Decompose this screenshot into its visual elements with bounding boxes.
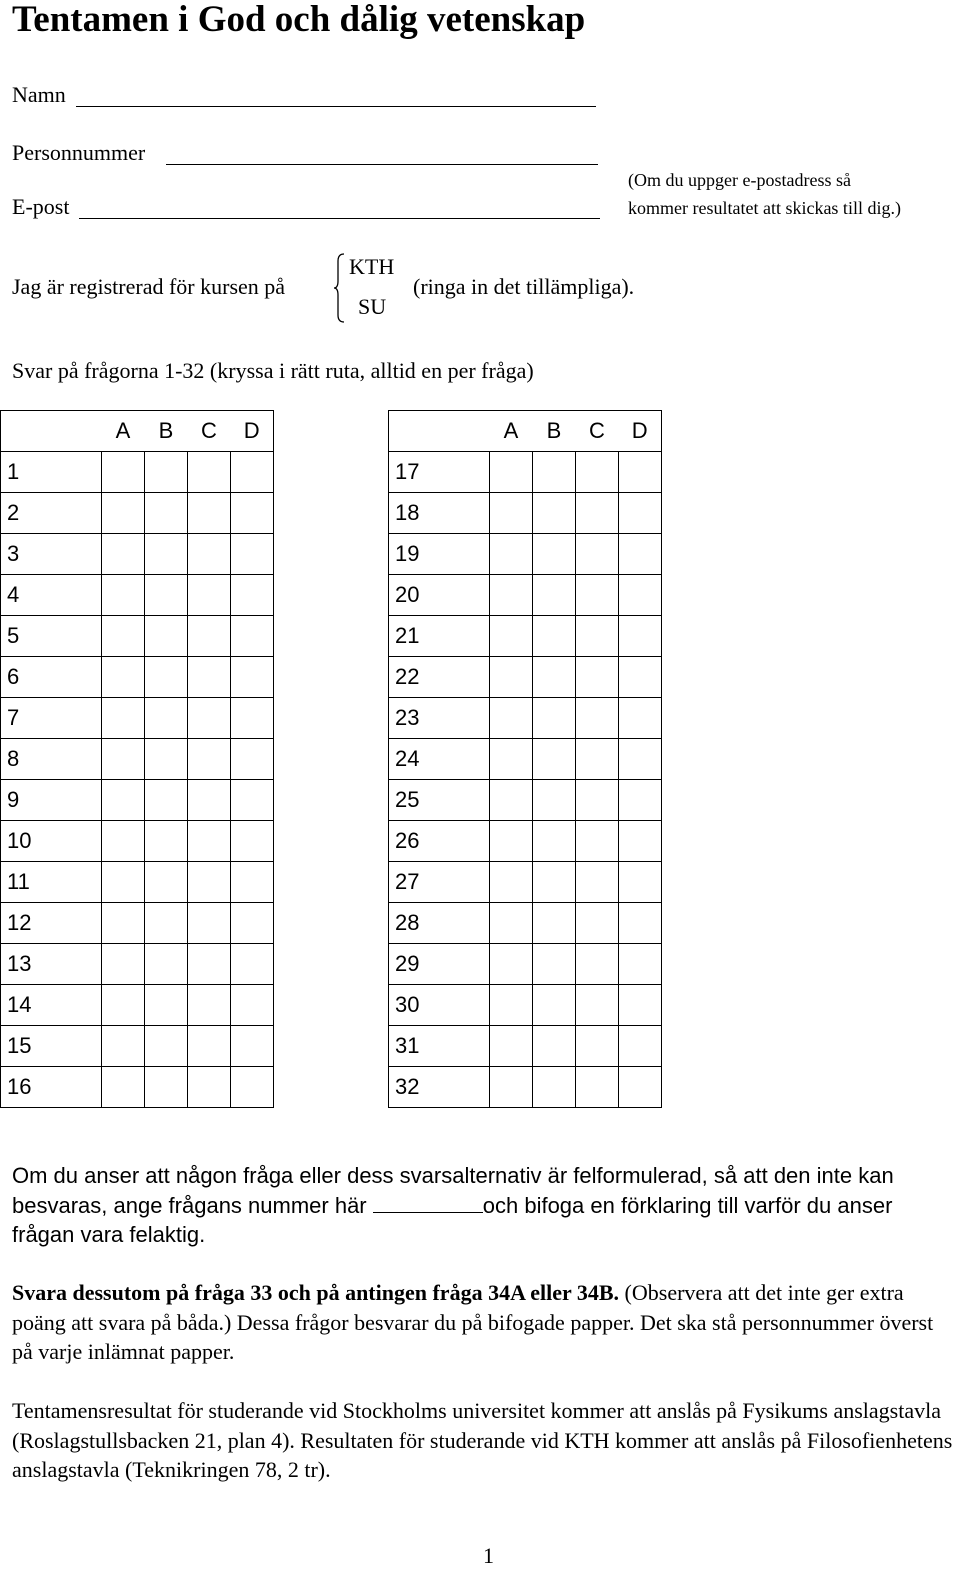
question-row [1,862,274,903]
question-number: 6 [1,657,102,698]
question-row [1,780,274,821]
answer-checkbox-d[interactable] [619,698,662,739]
answer-checkbox-b[interactable] [145,657,188,698]
answer-checkbox-b[interactable] [533,985,576,1026]
question-row [1,616,274,657]
answer-checkbox-a[interactable] [102,452,145,493]
question-row [389,985,662,1026]
question-number: 27 [389,862,490,903]
answer-checkbox-c[interactable] [188,780,231,821]
answer-checkbox-c[interactable] [188,452,231,493]
answer-checkbox-c[interactable] [188,657,231,698]
question-row [1,534,274,575]
answer-checkbox-d[interactable] [619,534,662,575]
answer-checkbox-d[interactable] [619,821,662,862]
answer-checkbox-d[interactable] [231,985,274,1026]
answer-checkbox-c[interactable] [576,616,619,657]
answer-checkbox-c[interactable] [188,616,231,657]
answer-checkbox-a[interactable] [102,944,145,985]
answer-checkbox-a[interactable] [102,862,145,903]
answer-checkbox-c[interactable] [576,493,619,534]
answer-checkbox-d[interactable] [619,944,662,985]
name-field[interactable] [76,106,596,107]
registration-option-su[interactable]: SU [358,294,387,319]
answer-checkbox-a[interactable] [102,657,145,698]
question-row [1,575,274,616]
answer-checkbox-d[interactable] [231,1067,274,1108]
answer-checkbox-a[interactable] [102,821,145,862]
question-row [389,616,662,657]
question-row [1,1026,274,1067]
question-number: 11 [1,862,102,903]
answer-checkbox-b[interactable] [145,821,188,862]
answer-checkbox-a[interactable] [490,452,533,493]
question-row [1,657,274,698]
extra-questions-paragraph [12,1278,957,1367]
question-number: 22 [389,657,490,698]
answer-checkbox-a[interactable] [490,739,533,780]
answer-checkbox-b[interactable] [145,1067,188,1108]
answer-checkbox-c[interactable] [188,1067,231,1108]
question-row [389,657,662,698]
answer-grid-right [388,410,662,1108]
answer-checkbox-d[interactable] [619,493,662,534]
answer-checkbox-b[interactable] [533,1026,576,1067]
answer-checkbox-b[interactable] [533,739,576,780]
grid-header-corner [389,411,490,452]
answer-checkbox-d[interactable] [231,1026,274,1067]
answer-checkbox-d[interactable] [231,698,274,739]
answer-checkbox-c[interactable] [188,944,231,985]
answer-checkbox-d[interactable] [231,821,274,862]
answer-checkbox-d[interactable] [619,575,662,616]
answer-checkbox-d[interactable] [231,739,274,780]
name-label: Namn [12,82,66,107]
question-row [389,739,662,780]
answer-checkbox-c[interactable] [188,534,231,575]
question-number: 20 [389,575,490,616]
page-title: Tentamen i God och dålig vetenskap [12,0,586,40]
answer-checkbox-a[interactable] [102,903,145,944]
answer-grid-left [0,410,274,1108]
answer-checkbox-a[interactable] [490,575,533,616]
answer-checkbox-c[interactable] [576,1026,619,1067]
answer-checkbox-b[interactable] [145,985,188,1026]
answer-checkbox-b[interactable] [533,657,576,698]
question-number: 2 [1,493,102,534]
answer-checkbox-a[interactable] [490,985,533,1026]
answer-checkbox-b[interactable] [533,698,576,739]
answer-checkbox-a[interactable] [490,903,533,944]
answer-checkbox-d[interactable] [619,616,662,657]
answer-checkbox-b[interactable] [145,862,188,903]
question-row [1,493,274,534]
answer-checkbox-b[interactable] [145,1026,188,1067]
question-row [389,575,662,616]
faulty-question-text-after: och bifoga en förklaring till varför du anser frågan vara felaktig. [12,1192,893,1247]
question-number: 1 [1,452,102,493]
answer-checkbox-d[interactable] [619,657,662,698]
question-number: 16 [1,1067,102,1108]
question-number: 14 [1,985,102,1026]
column-header-d: D [231,411,274,452]
answer-checkbox-b[interactable] [533,616,576,657]
answer-checkbox-c[interactable] [188,698,231,739]
page-number: 1 [483,1543,494,1568]
answer-checkbox-a[interactable] [490,1067,533,1108]
column-header-c: C [576,411,619,452]
registration-note: (ringa in det tillämpliga). [413,274,635,299]
question-row [389,821,662,862]
answer-checkbox-a[interactable] [102,1026,145,1067]
answer-checkbox-a[interactable] [102,1067,145,1108]
question-row [389,944,662,985]
answer-checkbox-b[interactable] [533,903,576,944]
question-row [389,862,662,903]
answer-checkbox-b[interactable] [533,1067,576,1108]
answer-checkbox-c[interactable] [188,903,231,944]
answer-checkbox-d[interactable] [231,657,274,698]
column-header-a: A [102,411,145,452]
answer-checkbox-c[interactable] [576,657,619,698]
grid-header-corner [1,411,102,452]
question-number: 29 [389,944,490,985]
answer-checkbox-d[interactable] [619,903,662,944]
answer-checkbox-b[interactable] [145,903,188,944]
question-number: 28 [389,903,490,944]
answer-checkbox-b[interactable] [145,575,188,616]
answer-checkbox-d[interactable] [231,862,274,903]
answer-checkbox-d[interactable] [231,575,274,616]
answer-checkbox-a[interactable] [102,575,145,616]
grid-header-row [1,411,274,452]
answer-checkbox-c[interactable] [576,944,619,985]
question-number: 32 [389,1067,490,1108]
answer-checkbox-a[interactable] [102,985,145,1026]
answer-checkbox-d[interactable] [231,534,274,575]
answer-checkbox-c[interactable] [576,575,619,616]
answer-checkbox-b[interactable] [145,780,188,821]
question-row [389,780,662,821]
column-header-b: B [533,411,576,452]
answer-checkbox-b[interactable] [145,616,188,657]
answer-checkbox-c[interactable] [188,1026,231,1067]
question-row [1,944,274,985]
question-row [1,452,274,493]
answer-checkbox-d[interactable] [231,780,274,821]
question-row [1,739,274,780]
answer-checkbox-a[interactable] [102,616,145,657]
question-number: 8 [1,739,102,780]
answer-checkbox-c[interactable] [576,780,619,821]
question-number: 5 [1,616,102,657]
question-number: 31 [389,1026,490,1067]
question-row [389,493,662,534]
answer-checkbox-c[interactable] [188,862,231,903]
answer-checkbox-d[interactable] [619,1026,662,1067]
answer-checkbox-a[interactable] [490,698,533,739]
answer-checkbox-d[interactable] [231,944,274,985]
question-number: 12 [1,903,102,944]
answer-checkbox-c[interactable] [576,903,619,944]
answer-checkbox-b[interactable] [533,452,576,493]
question-row [1,1067,274,1108]
question-row [389,534,662,575]
question-row [1,821,274,862]
faulty-question-text-before: Om du anser att någon fråga eller dess svarsalternativ är felformulerad, så att den inte kan besvaras, ange frågans nummer här [12,1163,894,1218]
extra-questions-rest: (Observera att det inte ger extra poäng att svara på båda.) Dessa frågor besvarar du på bifogade papper. Det ska stå personnummer överst på varje inlämnat papper. [12,1280,934,1364]
answer-checkbox-c[interactable] [576,862,619,903]
extra-questions-bold: Svara dessutom på fråga 33 och på antingen fråga 34A eller 34B. [12,1280,620,1305]
question-number: 13 [1,944,102,985]
answer-checkbox-c[interactable] [576,821,619,862]
answer-checkbox-a[interactable] [490,616,533,657]
column-header-a: A [490,411,533,452]
answer-checkbox-a[interactable] [490,821,533,862]
email-note-line2: kommer resultatet att skickas till dig.) [628,198,901,218]
answer-checkbox-d[interactable] [619,985,662,1026]
personnummer-label: Personnummer [12,140,146,165]
email-label: E-post [12,194,70,219]
question-number: 21 [389,616,490,657]
answer-checkbox-c[interactable] [188,821,231,862]
answer-checkbox-a[interactable] [102,698,145,739]
answer-checkbox-b[interactable] [145,452,188,493]
answer-checkbox-b[interactable] [145,944,188,985]
answer-checkbox-c[interactable] [576,739,619,780]
question-row [389,452,662,493]
question-number: 25 [389,780,490,821]
registration-label: Jag är registrerad för kursen på [12,274,286,299]
answer-checkbox-c[interactable] [188,739,231,780]
answer-checkbox-c[interactable] [576,452,619,493]
grid-header-row [389,411,662,452]
answer-checkbox-a[interactable] [102,780,145,821]
answer-checkbox-c[interactable] [576,698,619,739]
question-row [1,985,274,1026]
question-number: 15 [1,1026,102,1067]
question-row [1,903,274,944]
answer-checkbox-c[interactable] [576,985,619,1026]
answer-checkbox-a[interactable] [490,534,533,575]
answer-checkbox-b[interactable] [533,575,576,616]
question-number: 7 [1,698,102,739]
registration-option-kth[interactable]: KTH [349,254,395,279]
answer-checkbox-c[interactable] [576,534,619,575]
question-number: 9 [1,780,102,821]
question-number: 4 [1,575,102,616]
question-row [389,1026,662,1067]
faulty-question-number-field[interactable] [373,1192,483,1213]
answer-checkbox-b[interactable] [533,862,576,903]
answer-checkbox-d[interactable] [619,739,662,780]
answer-checkbox-a[interactable] [490,862,533,903]
answer-checkbox-a[interactable] [490,780,533,821]
answer-checkbox-d[interactable] [619,780,662,821]
answer-checkbox-b[interactable] [533,944,576,985]
answer-checkbox-b[interactable] [533,493,576,534]
answer-checkbox-d[interactable] [619,452,662,493]
answer-checkbox-d[interactable] [231,616,274,657]
question-number: 10 [1,821,102,862]
answer-checkbox-a[interactable] [102,493,145,534]
question-number: 17 [389,452,490,493]
answer-checkbox-a[interactable] [102,534,145,575]
answer-checkbox-d[interactable] [231,903,274,944]
question-number: 26 [389,821,490,862]
answer-checkbox-a[interactable] [102,739,145,780]
answer-checkbox-b[interactable] [145,739,188,780]
answer-checkbox-d[interactable] [231,493,274,534]
left-brace-icon [333,253,345,323]
answer-checkbox-d[interactable] [619,862,662,903]
question-number: 3 [1,534,102,575]
question-number: 23 [389,698,490,739]
answer-checkbox-b[interactable] [145,698,188,739]
faulty-question-paragraph [12,1161,957,1250]
question-row [1,698,274,739]
answer-checkbox-b[interactable] [145,493,188,534]
answer-checkbox-c[interactable] [188,493,231,534]
question-row [389,903,662,944]
question-number: 18 [389,493,490,534]
question-number: 19 [389,534,490,575]
column-header-d: D [619,411,662,452]
results-info-paragraph: Tentamensresultat för studerande vid Stockholms universitet kommer att anslås på Fysikums anslagstavla (Roslagstullsbacken 21, plan 4). Resultaten för studerande vid KTH kommer att anslås på Filosofienhetens anslagstavla (Teknikringen 78, 2 tr). [12,1398,953,1482]
question-row [389,1067,662,1108]
question-number: 30 [389,985,490,1026]
answer-checkbox-c[interactable] [188,575,231,616]
answer-checkbox-a[interactable] [490,1026,533,1067]
column-header-b: B [145,411,188,452]
answer-checkbox-b[interactable] [533,821,576,862]
answer-checkbox-b[interactable] [533,780,576,821]
instructions: Svar på frågorna 1-32 (kryssa i rätt ruta, alltid en per fråga) [12,358,534,383]
answer-checkbox-a[interactable] [490,944,533,985]
answer-checkbox-c[interactable] [576,1067,619,1108]
answer-checkbox-d[interactable] [231,452,274,493]
question-number: 24 [389,739,490,780]
answer-checkbox-a[interactable] [490,657,533,698]
answer-checkbox-c[interactable] [188,985,231,1026]
answer-checkbox-a[interactable] [490,493,533,534]
answer-checkbox-b[interactable] [145,534,188,575]
email-note-line1: (Om du uppger e-postadress så [628,170,851,190]
question-row [389,698,662,739]
answer-checkbox-d[interactable] [619,1067,662,1108]
personnummer-field[interactable] [166,164,598,165]
email-field[interactable] [79,218,600,219]
answer-checkbox-b[interactable] [533,534,576,575]
column-header-c: C [188,411,231,452]
